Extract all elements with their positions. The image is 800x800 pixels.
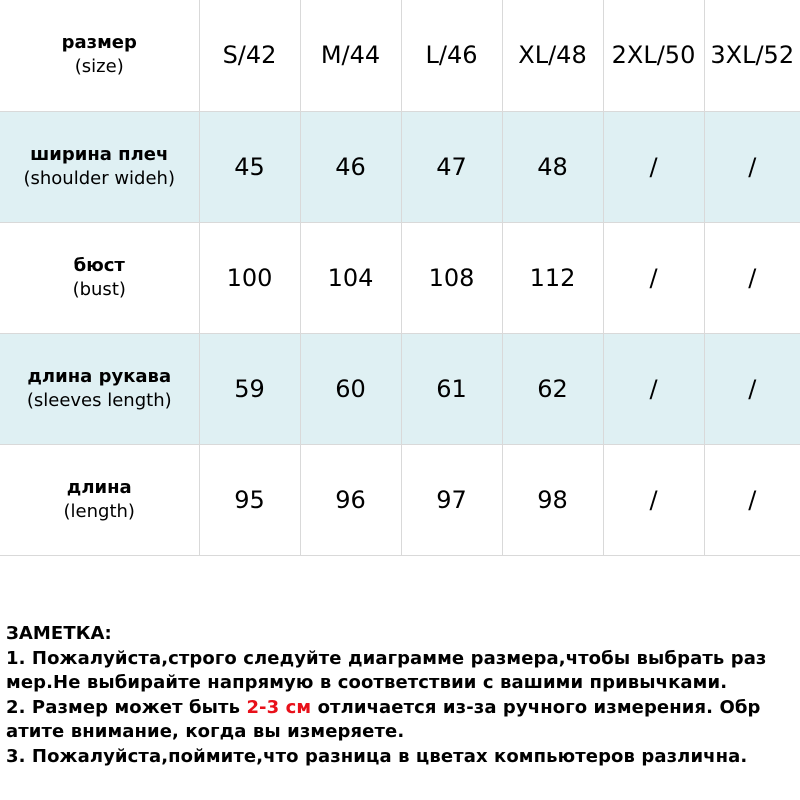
note-2-suffix: отличается из-за ручного измерения. Обр: [311, 696, 761, 718]
row-label-en: (length): [63, 500, 135, 522]
size-header-m: M/44: [300, 0, 401, 111]
row-label-en: (sleeves length): [26, 389, 172, 411]
row-label-ru: ширина плеч: [30, 143, 169, 165]
row-label-ru: длина рукава: [27, 365, 172, 387]
table-cell: 100: [199, 222, 300, 333]
note-1-line-1: 1. Пожалуйста,строго следуйте диаграмме размера,чтобы выбрать раз: [6, 647, 767, 669]
row-label-cell: [0, 111, 199, 222]
note-3: 3. Пожалуйста,поймите,что разница в цветах компьютеров различна.: [6, 745, 748, 767]
note-2-line-1: [6, 696, 796, 721]
table-cell: 108: [401, 222, 502, 333]
table-cell: /: [704, 444, 800, 555]
header-label-ru: размер: [61, 32, 137, 54]
table-cell: 47: [401, 111, 502, 222]
table-cell: 60: [300, 333, 401, 444]
notes-title: ЗАМЕТКА:: [6, 623, 112, 644]
note-2-prefix: 2. Размер может быть: [6, 696, 247, 718]
table-cell: 95: [199, 444, 300, 555]
row-label-ru: длина: [66, 476, 132, 498]
size-header-xl: XL/48: [502, 0, 603, 111]
row-bust: [0, 222, 800, 333]
table-cell: /: [704, 333, 800, 444]
table-cell: /: [704, 111, 800, 222]
table-cell: 59: [199, 333, 300, 444]
size-header-2xl: 2XL/50: [603, 0, 704, 111]
row-label-cell: [0, 333, 199, 444]
row-label-en: (bust): [72, 278, 126, 300]
table-cell: 45: [199, 111, 300, 222]
table-cell: 61: [401, 333, 502, 444]
table-cell: 96: [300, 444, 401, 555]
row-label-en: (shoulder wideh): [23, 167, 175, 189]
table-cell: 48: [502, 111, 603, 222]
table-cell: /: [603, 222, 704, 333]
table-cell: 112: [502, 222, 603, 333]
table-cell: /: [603, 444, 704, 555]
table-cell: /: [603, 333, 704, 444]
table-cell: 98: [502, 444, 603, 555]
table-cell: 46: [300, 111, 401, 222]
row-shoulder-width: [0, 111, 800, 222]
note-2-line-2: атите внимание, когда вы измеряете.: [6, 721, 405, 742]
table-cell: 104: [300, 222, 401, 333]
size-header-l: L/46: [401, 0, 502, 111]
size-header-s: S/42: [199, 0, 300, 111]
row-sleeve-length: [0, 333, 800, 444]
header-label-en: (size): [74, 56, 124, 78]
table-cell: /: [603, 111, 704, 222]
table-cell: 97: [401, 444, 502, 555]
note-1-line-2: мер.Не выбирайте напрямую в соответствии с вашими привычками.: [6, 672, 728, 693]
table-cell: 62: [502, 333, 603, 444]
row-label-ru: бюст: [73, 254, 125, 276]
table-cell: /: [704, 222, 800, 333]
row-label-cell: [0, 444, 199, 555]
size-header-3xl: 3XL/52: [704, 0, 800, 111]
header-label-cell: [0, 0, 199, 111]
row-label-cell: [0, 222, 199, 333]
note-2-highlight: 2-3 см: [246, 696, 312, 718]
row-length: [0, 444, 800, 555]
notes-section: [6, 622, 796, 769]
header-row: [0, 0, 800, 111]
